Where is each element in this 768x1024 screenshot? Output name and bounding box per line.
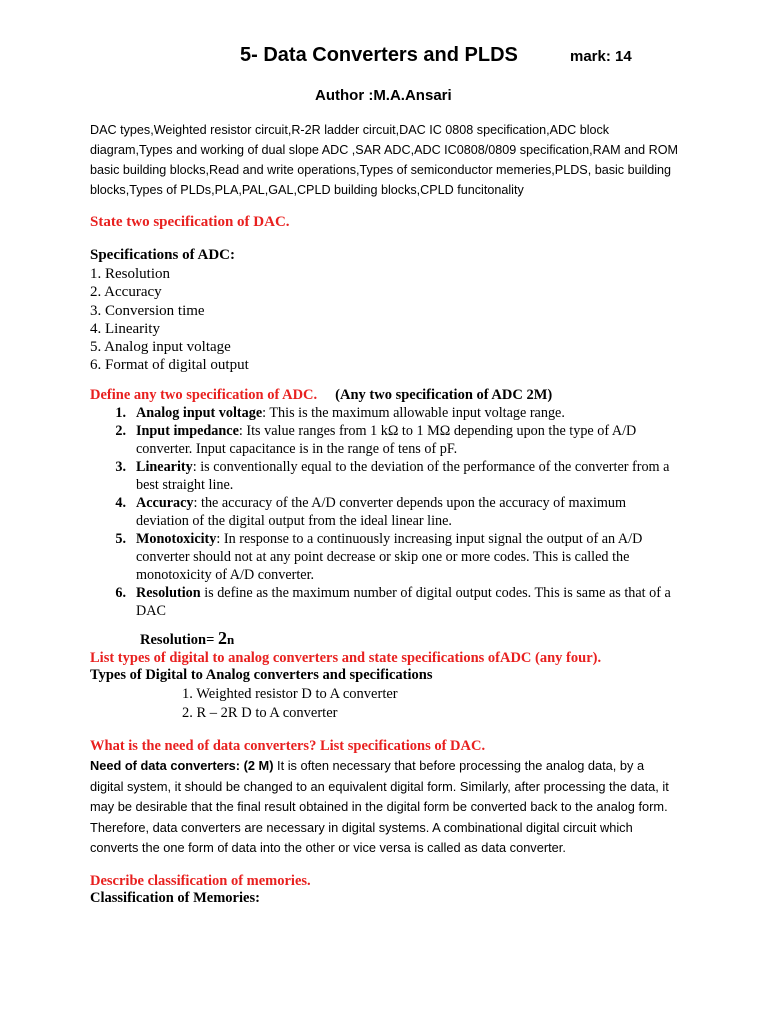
formula-exponent: n: [226, 632, 235, 647]
list-item: 2. Accuracy: [90, 284, 162, 301]
formula-base: 2: [217, 628, 227, 648]
list-item: 6. Format of digital output: [90, 357, 249, 374]
adc-spec-heading: Specifications of ADC:: [90, 247, 235, 263]
list-item: [90, 458, 680, 494]
item-term: Monotoxicity: [136, 531, 217, 547]
list-item: [90, 530, 680, 584]
list-item: 3. Conversion time: [90, 302, 205, 319]
list-item: [90, 494, 680, 530]
marks-label: mark: 14: [570, 48, 632, 65]
adc-definition-list: [90, 404, 680, 620]
item-text: : the accuracy of the A/D converter depends upon the accuracy of maximum deviation of the digital output from the ideal linear line.: [136, 495, 627, 529]
formula-label: Resolution=: [140, 632, 215, 648]
item-number: 5.: [115, 531, 126, 547]
syllabus-paragraph: DAC types,Weighted resistor circuit,R-2R ladder circuit,DAC IC 0808 specification,ADC block diagram,Types and working of dual slope ADC ,SAR ADC,ADC IC0808/0809 specification,RAM and ROM basic building blocks,Read and write operations,Types of semiconductor memeries,PLDS, basic building blocks,Types of PLDs,PLA,PAL,GAL,CPLD building blocks,CPLD funcitonality: [90, 123, 678, 197]
question-3: List types of digital to analog converters and state specifications ofADC (any four).: [90, 650, 602, 666]
need-text: It is often necessary that before processing the analog data, by a digital system, it should be changed to an equivalent digital form. Similarly, after processing the data, it may be desirable that the final result obtained in the digital form be converted back to the analog form. Therefore, data converters are necessary in digital systems. A combinational digital circuit which converts the one form of data into the other or vice versa is called as data converter.: [90, 758, 669, 856]
memory-classification-heading: Classification of Memories:: [90, 890, 260, 906]
question-2-text: Define any two specification of ADC.: [90, 387, 318, 403]
dac-types-heading: Types of Digital to Analog converters and specifications: [90, 667, 433, 683]
list-item: 4. Linearity: [90, 320, 160, 337]
item-text: : In response to a continuously increasing input signal the output of an A/D converter should not at any point decrease or skip one or more codes. This is called the monotoxicity of A/D converter.: [136, 531, 643, 583]
list-item: 5. Analog input voltage: [90, 339, 231, 356]
item-text: : is conventionally equal to the deviation of the performance of the converter from a best straight line.: [136, 459, 670, 493]
item-term: Resolution: [136, 585, 201, 601]
dac-types-list: [182, 685, 398, 723]
item-number: 3.: [115, 459, 126, 475]
item-text: : Its value ranges from 1 kΩ to 1 MΩ depending upon the type of A/D converter. Input capacitance is in the range of tens of pF.: [136, 423, 637, 457]
list-item: 1. Resolution: [90, 266, 171, 283]
item-number: 1.: [115, 405, 126, 421]
item-term: Analog input voltage: [136, 405, 263, 421]
item-text: : This is the maximum allowable input voltage range.: [262, 405, 565, 421]
marks-note: (Any two specification of ADC 2M): [335, 387, 553, 403]
item-text: is define as the maximum number of digital output codes. This is same as that of a DAC: [136, 585, 671, 619]
list-item: [90, 584, 680, 620]
resolution-formula: [140, 628, 234, 649]
question-2: [90, 387, 552, 404]
item-term: Input impedance: [136, 423, 239, 439]
list-item: 1. Weighted resistor D to A converter: [182, 686, 398, 702]
question-1: State two specification of DAC.: [90, 214, 290, 230]
item-number: 6.: [115, 585, 126, 601]
item-number: 4.: [115, 495, 126, 511]
list-item: [90, 404, 680, 422]
list-item: 2. R – 2R D to A converter: [182, 705, 338, 721]
need-paragraph: [90, 756, 678, 859]
item-number: 2.: [115, 423, 126, 439]
item-term: Accuracy: [136, 495, 194, 511]
question-5: Describe classification of memories.: [90, 873, 311, 889]
need-label: Need of data converters: (2 M): [90, 758, 274, 773]
adc-spec-list: [90, 246, 249, 374]
list-item: [90, 422, 680, 458]
page-title: 5- Data Converters and PLDS: [240, 44, 518, 66]
question-4: What is the need of data converters? List specifications of DAC.: [90, 738, 486, 754]
item-term: Linearity: [136, 459, 193, 475]
author-line: Author :M.A.Ansari: [315, 87, 452, 104]
